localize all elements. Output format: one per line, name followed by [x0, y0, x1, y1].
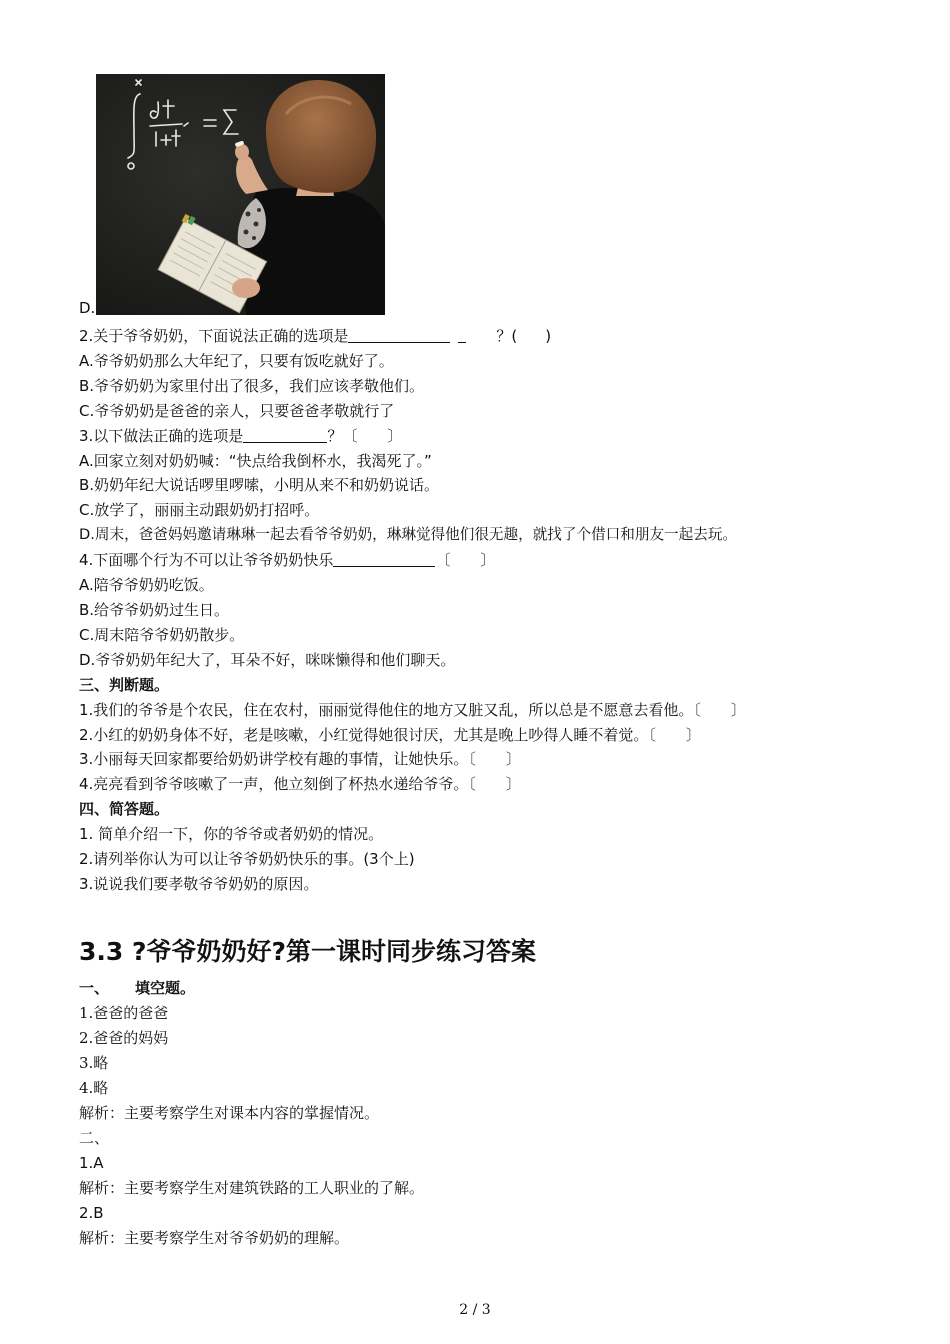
- judge-item-2: 2.小红的奶奶身体不好，老是咳嗽，小红觉得她很讨厌，尤其是晚上吵得人睡不着觉。〔 〕: [79, 725, 701, 744]
- q2-stem: [79, 324, 919, 349]
- answer-choice-1: 1.A: [79, 1154, 104, 1172]
- answer-choice-1-analysis: 解析：主要考察学生对建筑铁路的工人职业的了解。: [79, 1179, 425, 1197]
- q2-bracket-close: ): [545, 327, 552, 345]
- answer-choice-2-analysis: 解析：主要考察学生对爷爷奶奶的理解。: [79, 1229, 350, 1247]
- q2-option-b: B.爷爷奶奶为家里付出了很多，我们应该孝敬他们。: [79, 376, 425, 395]
- answer-blank: [348, 327, 450, 343]
- judge-item-4: 4.亮亮看到爷爷咳嗽了一声，他立刻倒了杯热水递给爷爷。〔 〕: [79, 775, 521, 794]
- q4-option-b: B.给爷爷奶奶过生日。: [79, 600, 230, 619]
- q3-stem-text: 3.以下做法正确的选项是: [79, 426, 244, 445]
- teacher-blackboard-photo: [96, 74, 385, 315]
- answer-part1-heading: [79, 976, 919, 1001]
- option-d-label: D.: [79, 299, 96, 317]
- short-answer-3: 3.说说我们要孝敬爷爷奶奶的原因。: [79, 874, 319, 893]
- answer-fill-3: 3.略: [79, 1054, 109, 1072]
- answer-blank: [333, 551, 435, 567]
- answer-part1-title: 填空题。: [135, 979, 196, 997]
- section-4-heading: 四、简答题。: [79, 800, 170, 819]
- q3-option-d: D.周末，爸爸妈妈邀请琳琳一起去看爷爷奶奶，琳琳觉得他们很无趣，就找了个借口和朋友一起去玩。: [79, 526, 738, 544]
- answer-fill-2: 2.爸爸的妈妈: [79, 1029, 169, 1047]
- q3-option-a: A.回家立刻对奶奶喊：“快点给我倒杯水，我渴死了。”: [79, 451, 432, 470]
- option-d: [79, 74, 385, 315]
- answer-part1-analysis: 解析：主要考察学生对课本内容的掌握情况。: [79, 1104, 380, 1122]
- answer-choice-2: 2.B: [79, 1204, 104, 1222]
- q2-option-a: A.爷爷奶奶那么大年纪了，只要有饭吃就好了。: [79, 351, 394, 370]
- q2-stem-text: 2.关于爷爷奶奶，下面说法正确的选项是: [79, 327, 349, 345]
- q3-bracket: ？〔 〕: [327, 426, 403, 445]
- answer-blank: [458, 327, 466, 343]
- judge-item-1: 1.我们的爷爷是个农民，住在农村，丽丽觉得他住的地方又脏又乱，所以总是不愿意去看他。〔 〕: [79, 700, 746, 719]
- q3-stem: [79, 424, 919, 449]
- q3-option-b: B.奶奶年纪大说话啰里啰嗦，小明从来不和奶奶说话。: [79, 476, 440, 495]
- section-3-heading: 三、判断题。: [79, 675, 170, 694]
- answer-part1-number: 一、: [79, 979, 110, 997]
- q4-stem-text: 4.下面哪个行为不可以让爷爷奶奶快乐: [79, 551, 334, 570]
- q4-option-a: A.陪爷爷奶奶吃饭。: [79, 576, 214, 595]
- answer-blank: [243, 427, 327, 443]
- questions: [79, 324, 919, 897]
- q2-bracket-open: ？(: [496, 327, 518, 345]
- dress: [246, 188, 386, 315]
- q4-bracket: 〔 〕: [435, 551, 496, 570]
- answer-part2-heading: 二、: [79, 1129, 110, 1147]
- lower-hand: [232, 278, 260, 298]
- q4-option-d: D.爷爷奶奶年纪大了，耳朵不好，咪咪懒得和他们聊天。: [79, 650, 456, 669]
- q3-option-c: C.放学了，丽丽主动跟奶奶打招呼。: [79, 501, 320, 520]
- q4-option-c: C.周末陪爷爷奶奶散步。: [79, 625, 245, 644]
- q4-stem: [79, 548, 919, 573]
- q2-option-c: C.爷爷奶奶是爸爸的亲人，只要爸爸孝敬就行了: [79, 401, 395, 420]
- answer-key: [79, 976, 919, 1251]
- answer-key-title: 3.3 ?爷爷奶奶好?第一课时同步练习答案: [79, 937, 536, 966]
- short-answer-2: 2.请列举你认为可以让爷爷奶奶快乐的事。(3个上): [79, 850, 415, 869]
- page-number: 2 / 3: [459, 1302, 491, 1318]
- answer-fill-1: 1.爸爸的爸爸: [79, 1004, 169, 1022]
- judge-item-3: 3.小丽每天回家都要给奶奶讲学校有趣的事情，让她快乐。〔 〕: [79, 750, 521, 769]
- answer-fill-4: 4.略: [79, 1079, 109, 1097]
- short-answer-1: 1. 简单介绍一下，你的爷爷或者奶奶的情况。: [79, 825, 384, 844]
